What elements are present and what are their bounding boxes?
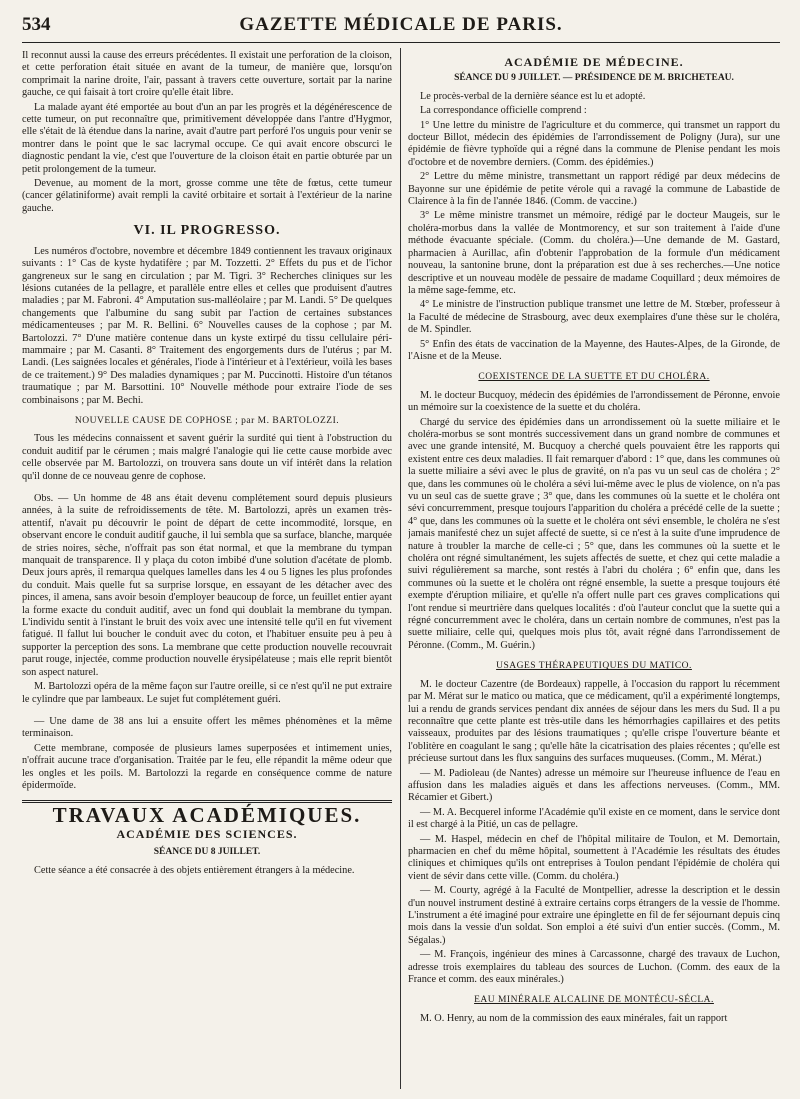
paragraph: Les numéros d'octobre, novembre et décembre 1849 contiennent les travaux originaux suivants : 1° Cas de kyste hydatifère ; par M. Tozzetti. 2° Effets du pus et de l'ichor gangreneux sur le sang en circulation ; par M. Tigri. 3° Recherches cliniques sur les lésions cutanées de la pellagre, et parallèle entre elles et celles que produisent d'autres maladies ; par M. Fabroni. 4° Amputation sus-malléolaire ; par M. Landi. 5° De quelques changements que l'albumine du sang subit par l'action de certaines substances médicamenteuses ; par M. R. Bellini. 6° Nouvelles causes de la cophose ; par M. Bartolozzi. 7° D'une matière contenue dans un kyste extirpé du tissu cellulaire péri-mammaire ; par M. Casanti. 8° Traitement des engorgements durs de l'utérus ; par M. Landi. (Les saignées locales et générales, l'iode à l'intérieur et à l'extérieur, voilà les bases de ce traitement.) 9° Des maladies dynamiques ; par M. Puccinotti. Histoire d'un tétanos traumatique ; par M. Barsottini. 10° Nouvelle méthode pour extraire l'iode de ses combinaisons ; par M. Bechi. bbox=[22, 245, 392, 406]
subheading-coexistence: COEXISTENCE DE LA SUETTE ET DU CHOLÉRA. bbox=[478, 372, 710, 383]
right-column bbox=[408, 50, 780, 1089]
paragraph: M. le docteur Bucquoy, médecin des épidémies de l'arrondissement de Péronne, envoie un mémoire sur la coexistence de la suette et du choléra. bbox=[408, 389, 780, 414]
paragraph: Il reconnut aussi la cause des erreurs précédentes. Il existait une perforation de la cloison, et cette perforation était située en avant de la tumeur, de manière que, lorsqu'on comprimait la narine droite, l'air, passant à travers cette ouverture, sortait par la narine gauche, ce qui faisait à tort croire qu'elle était libre. bbox=[22, 50, 392, 99]
paragraph: M. O. Henry, au nom de la commission des eaux minérales, fait un rapport bbox=[420, 1012, 728, 1024]
paragraph: 2° Lettre du même ministre, transmettant un rapport rédigé par deux médecins de Bayonne sur une épidémie de petite vérole qui a ravagé la commune de Labastide de Clairence à la fin de l'année 1846. (Comm. de vaccine.) bbox=[408, 171, 780, 208]
left-column bbox=[22, 50, 392, 1089]
paragraph: — M. Padioleau (de Nantes) adresse un mémoire sur l'heureuse influence de l'eau en affusion dans les maladies aiguës et dans les affections nerveuses. (Comm., MM. Récamier et Gibert.) bbox=[408, 767, 780, 804]
paragraph: 1° Une lettre du ministre de l'agriculture et du commerce, qui transmet un rapport du docteur Billot, médecin des épidémies de l'arrondissement de Poligny (Jura), sur une épidémie de fièvre typhoïde qui a régné dans la commune de Plenise pendant les mois d'octobre et de novembre derniers. (Comm. des épidémies.) bbox=[408, 119, 780, 168]
paragraph: Tous les médecins connaissent et savent guérir la surdité qui tient à l'obstruction du conduit auditif par le cérumen ; mais malgré l'analogie qui lie cette cause morbide avec celle observée par M. Bartolozzi, on trouvera sans doute un vif intérêt dans la relation qu'il donne de ce nouveau genre de cophose. bbox=[22, 433, 392, 482]
paragraph: Devenue, au moment de la mort, grosse comme une tête de fœtus, cette tumeur (cancer gélatiniforme) avait rempli la cavité orbitaire et sortait à l'extérieur de la narine gauche. bbox=[22, 178, 392, 214]
paragraph: — M. François, ingénieur des mines à Carcassonne, chargé des travaux de Luchon, adresse trois exemplaires du tableau des sources de Luchon. (Comm. des eaux de la France et comm. des eaux minérales.) bbox=[408, 949, 780, 986]
paragraph: — Une dame de 38 ans lui a ensuite offert les mêmes phénomènes et la même terminaison. bbox=[22, 715, 392, 740]
section-heading-progresso: VI. IL PROGRESSO. bbox=[133, 223, 281, 239]
page-header bbox=[22, 12, 780, 43]
paragraph: Cette séance a été consacrée à des objets entièrement étrangers à la médecine. bbox=[34, 864, 355, 876]
section-heading-travaux: TRAVAUX ACADÉMIQUES. bbox=[22, 800, 392, 821]
paragraph: 3° Le même ministre transmet un mémoire, rédigé par le docteur Maugeis, sur le choléra-morbus dans la vallée de Montmorency, et sur son traitement à l'aide d'une méthode évacuante spéciale. (Comm. du choléra.)—Une demande de M. Gastard, pharmacien à Aurillac, afin d'obtenir l'approbation de la formule d'un médicament nouveau, la santonine brune, dont la préparation est due à ses recherches.—Une notice descriptive et un nouveau modèle de pessaire de madame Coquillard ; deux mémoires de la même sage-femme, etc. bbox=[408, 210, 780, 296]
journal-title: GAZETTE MÉDICALE DE PARIS. bbox=[239, 14, 563, 35]
subheading-eau-minerale: EAU MINÉRALE ALCALINE DE MONTÉCU-SÉCLA. bbox=[474, 995, 714, 1006]
page-number: 534 bbox=[22, 14, 51, 35]
paragraph: — M. Courty, agrégé à la Faculté de Montpellier, adresse la description et le dessin d'un nouvel instrument destiné à extraire certains corps étrangers de la vessie de l'homme. L'instrument a été imaginé pour extraire une épinglette en fil de fer séjournant depuis cinq mois dans la vessie d'un soldat. Son emploi a été suivi d'un entier succès. (Comm., M. Ségalas.) bbox=[408, 885, 780, 946]
paragraph: 5° Enfin des états de vaccination de la Mayenne, des Hautes-Alpes, de la Gironde, de l'Aisne et de la Meuse. bbox=[408, 338, 780, 362]
paragraph: M. Bartolozzi opéra de la même façon sur l'autre oreille, si ce n'est qu'il ne put extraire le cylindre que par lambeaux. Le sujet fut complétement guéri. bbox=[22, 681, 392, 705]
paragraph: — M. Haspel, médecin en chef de l'hôpital militaire de Toulon, et M. Demortain, pharmacien en chef du même hôpital, soumettent à l'Académie les résultats des études cliniques et chimiques qu'ils ont entreprises à Toulon pendant l'épidémie de choléra qui vient de sévir dans cette ville. (Comm. du choléra.) bbox=[408, 833, 780, 882]
paragraph: Le procès-verbal de la dernière séance est lu et adopté. bbox=[420, 90, 646, 102]
paragraph: La correspondance officielle comprend : bbox=[420, 105, 587, 117]
paragraph-observation: Obs. — Un homme de 48 ans était devenu complétement sourd depuis plusieurs années, à la suite de refroidissements de tête. M. Bartolozzi, après un examen très-attentif, n'avait pu découvrir le point de départ de cette incommodité, lorsque, en observant encore le conduit auditif gauche, il lui sembla que sa surface, blanche, marquée de stries noires, sèche, n'offrait pas son état normal, et que la membrane du tympan manquait de transparence. Il y plaça du coton imbibé d'une solution d'acétate de plomb. Deux jours après, il remarqua quelques lamelles dans les 4 ou 5 lignes les plus profondes du conduit. Mais quelle fut sa surprise lorsque, en essayant de les détacher avec des pinces, il amena, sans avoir besoin d'employer beaucoup de force, un feuillet entier ayant la forme exacte du conduit auditif, avec un fond qui doublait la membrane du tympan. L'individu sentit à l'instant le bruit des voix avec une intensité telle qu'il en fut vivement fatigué. Il fallut lui boucher le conduit avec du coton, et l'habituer ensuite peu à peu à supporter la perception des sons. La membrane que cette production nouvelle recouvrait parut rouge, injectée, comme production nouvelle érysipélateuse ; mais elle reprit bientôt son aspect naturel. bbox=[22, 493, 392, 678]
seance-date: SÉANCE DU 8 JUILLET. bbox=[153, 847, 261, 858]
paragraph: Chargé du service des épidémies dans un arrondissement où la suette miliaire et le choléra-morbus se sont montrés successivement dans un grand nombre de communes et avec une grande intensité, M. Bucquoy a cherché quels pouvaient être les rapports qui existent entre ces deux maladies. Il fait remarquer d'abord : 1° que, dans les communes où la suette miliaire a sévi avec le plus de gravité, on n'a pas vu un seul cas de choléra ; 2° que, dans les communes où le choléra a sévi lui-même avec le plus de violence, on n'a pas vu un seul cas de suette grave ; 3° que, dans les communes où la suette et le choléra ont sévi concurremment, presque toujours l'apparition du choléra a précédé celle de la suette ; 4° que, dans les communes où la suette et le choléra ont sévi ensemble, le choléra ne s'est jamais manifesté chez un sujet affecté de suette, si ce n'est à la suite d'une imprudence de nature à troubler la marche de celle-ci ; 5° que, dans les communes où la suette et le choléra ont régné simultanément, les sujets affectés de suette, et chez qui cette maladie a suivi régulièrement sa marche, sont restés à l'abri du choléra ; 6° enfin que, dans les communes où la suette et le choléra ont régné ensemble, la suette a presque toujours été exempte d'éruption miliaire, et qu'elle n'a offert nulle part ces graves complications qui l'ont rendue si meurtrière dans quelques localités : d'où l'auteur conclut que la suette qui a régné concurremment avec le choléra, dans un certain nombre de communes, n'est pas la suette miliaire, celle qui, quelques mois plus tôt, avait régné dans l'arrondissement de Péronne. (Comm., M. Guérin.) bbox=[408, 416, 780, 651]
seance-date: SÉANCE DU 9 JUILLET. — PRÉSIDENCE DE M. BRICHETEAU. bbox=[454, 73, 734, 84]
column-divider bbox=[400, 48, 401, 1089]
subheading-matico: USAGES THÉRAPEUTIQUES DU MATICO. bbox=[496, 661, 692, 672]
paragraph: M. le docteur Cazentre (de Bordeaux) rappelle, à l'occasion du rapport lu récemment par M. Mérat sur le matico ou matica, que ce médicament, qu'il a expérimenté longtemps, lui a rendu de grands services pendant dix années de séjour dans les mers du Sud. Il a pu reconnaître que cette plante est très-utile dans les hémorrhagies capillaires et des petits vaisseaux, produites par des lésions traumatiques ; qu'elle crispe l'ouverture béante et l'oblitère en coagulant le sang ; qu'elle hâte la cicatrisation des plaies récentes ; qu'elle est précieuse surtout dans les flux sanguins des surfaces muqueuses. (Comm., M. Mérat.) bbox=[408, 678, 780, 765]
spacer bbox=[22, 485, 392, 493]
paragraph: 4° Le ministre de l'instruction publique transmet une lettre de M. Stœber, professeur à la Faculté de médecine de Strasbourg, avec deux exemplaires d'une thèse sur le choléra, de M. Spindler. bbox=[408, 299, 780, 336]
subheading-cophose: NOUVELLE CAUSE DE COPHOSE ; par M. BARTOLOZZI. bbox=[74, 415, 340, 426]
paragraph: — M. A. Becquerel informe l'Académie qu'il existe en ce moment, dans le service dont il est chargé à la Pitié, un cas de pellagre. bbox=[408, 806, 780, 831]
paragraph: Cette membrane, composée de plusieurs lames superposées et intimement unies, n'offrait aucune trace d'organisation. Traitée par le feu, elle répandit la même odeur que les ongles et les poils. M. Bartolozzi la regarde en conséquence comme de nature épidermoïde. bbox=[22, 742, 392, 791]
spacer bbox=[22, 708, 392, 716]
heading-academie-medecine: ACADÉMIE DE MÉDECINE. bbox=[504, 55, 684, 69]
subheading-academie-sciences: ACADÉMIE DES SCIENCES. bbox=[116, 826, 298, 841]
paragraph: La malade ayant été emportée au bout d'un an par les progrès et la dégénérescence de cette tumeur, on put reconnaître que, primitivement développée dans l'antre d'Hygmor, elle s'était de là étendue dans la narine, avait d'autre part perforé l'os unguis pour venir se montrer dans le point que le sac lacrymal occupe. Ce qui avait encore obscurci le diagnostic pendant la vie, c'est que l'ouverture de la cloison était en partie obturée par un petit prolongement de la tumeur. bbox=[22, 101, 392, 175]
